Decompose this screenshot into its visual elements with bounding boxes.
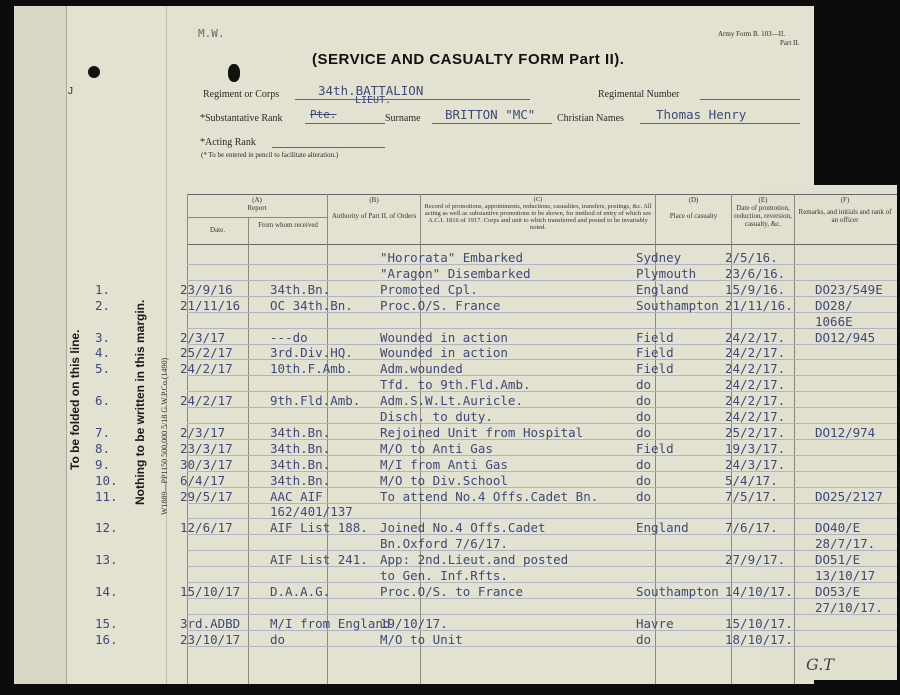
col-d-header: (D) Place of casualty bbox=[669, 196, 718, 220]
fold-note: To be folded on this line. bbox=[68, 329, 82, 470]
entry-date: 24/2/17 bbox=[180, 361, 233, 376]
entry-place: Southampton bbox=[636, 584, 719, 599]
entry-date: 2/3/17 bbox=[180, 425, 226, 440]
entry-place: England bbox=[636, 282, 689, 297]
entry-date: 29/5/17 bbox=[180, 489, 233, 504]
ruled-line bbox=[187, 582, 897, 583]
entry-number: 4. bbox=[95, 345, 111, 360]
entry-record: App: 2nd.Lieut.and posted bbox=[380, 552, 569, 567]
acting-rank-note: (* To be entered in pencil to facilitate alteration.) bbox=[201, 151, 339, 159]
entry-number: 6. bbox=[95, 393, 111, 408]
entry-number: 14. bbox=[95, 584, 118, 599]
entry-place: do bbox=[636, 409, 652, 424]
entry-effective-date: 18/10/17. bbox=[725, 632, 793, 647]
entry-record: M/O to Div.School bbox=[380, 473, 508, 488]
entry-record: Proc.O/S. to France bbox=[380, 584, 523, 599]
entry-record: to Gen. Inf.Rfts. bbox=[380, 568, 508, 583]
entry-effective-date: 2/5/16. bbox=[725, 250, 778, 265]
entry-place: England bbox=[636, 520, 689, 535]
entry-date: 23/3/17 bbox=[180, 441, 233, 456]
col-e-header: (E) Date of promotion, reduction, reversion, casualty, &c. bbox=[734, 196, 792, 228]
entry-number: 13. bbox=[95, 552, 118, 567]
entry-place: Southampton bbox=[636, 298, 719, 313]
entry-place: do bbox=[636, 425, 652, 440]
entry-effective-date: 24/2/17. bbox=[725, 361, 786, 376]
entry-effective-date: 24/2/17. bbox=[725, 345, 786, 360]
entry-place: Field bbox=[636, 441, 674, 456]
rank-value-correction: LIEUT. bbox=[355, 95, 392, 106]
entry-effective-date: 7/5/17. bbox=[725, 489, 778, 504]
entry-effective-date: 15/10/17. bbox=[725, 616, 793, 631]
col-b-header: (B) Authority of Part II. of Orders bbox=[331, 196, 417, 220]
entry-place: Field bbox=[636, 330, 674, 345]
entry-place: do bbox=[636, 632, 652, 647]
corner-code: M.W. bbox=[198, 27, 225, 40]
entry-record: Wounded in action bbox=[380, 330, 508, 345]
entry-number: 12. bbox=[95, 520, 118, 535]
entry-number: 9. bbox=[95, 457, 111, 472]
col-a-date-header: Date. bbox=[210, 226, 225, 234]
ink-blot bbox=[88, 66, 100, 78]
entry-remarks: 28/7/17. bbox=[815, 536, 876, 551]
entry-number: 1. bbox=[95, 282, 111, 297]
entry-from: ---do bbox=[270, 330, 308, 345]
pencil-mark: J bbox=[68, 86, 73, 97]
entry-date: 2/3/17 bbox=[180, 330, 226, 345]
form-title: (SERVICE AND CASUALTY FORM Part II). bbox=[312, 51, 625, 68]
entry-effective-date: 21/11/16. bbox=[725, 298, 793, 313]
entry-date: 15/10/17 bbox=[180, 584, 241, 599]
entry-place: do bbox=[636, 393, 652, 408]
entry-record: Joined No.4 Offs.Cadet bbox=[380, 520, 546, 535]
regiment-label: Regiment or Corps bbox=[203, 89, 280, 100]
printer-note: W1889—PP1150 500,000 5/18 G.W.P.Co.(1490) bbox=[160, 357, 169, 515]
entry-effective-date: 5/4/17. bbox=[725, 473, 778, 488]
col-c-header: (C) Record of promotions, appointments, reductions, casualties, transfers, postings, &c. All acting as well as substantive promotions to be shown, for method of entry of which see A.C.I. 1816 of 1917. Corps and unit to which transferred and posted to be invariably noted. bbox=[424, 196, 652, 231]
entry-remarks: DO53/E bbox=[815, 584, 861, 599]
ruled-line bbox=[187, 328, 897, 329]
entry-remarks: 13/10/17 bbox=[815, 568, 876, 583]
ruled-line bbox=[187, 423, 897, 424]
entry-date: 23/9/16 bbox=[180, 282, 233, 297]
entry-place: Field bbox=[636, 345, 674, 360]
entry-effective-date: 24/2/17. bbox=[725, 409, 786, 424]
entry-date: 6/4/17 bbox=[180, 473, 226, 488]
entry-remarks: DO51/E bbox=[815, 552, 861, 567]
entry-remarks: DO12/974 bbox=[815, 425, 876, 440]
entry-number: 7. bbox=[95, 425, 111, 440]
entry-number: 2. bbox=[95, 298, 111, 313]
entry-place: Plymouth bbox=[636, 266, 697, 281]
entry-from: D.A.A.G. bbox=[270, 584, 331, 599]
entry-from: AIF List 241. bbox=[270, 552, 368, 567]
rank-label: *Substantative Rank bbox=[200, 113, 283, 124]
entry-effective-date: 24/3/17. bbox=[725, 457, 786, 472]
entry-from: 34th.Bn. bbox=[270, 425, 331, 440]
entry-place: do bbox=[636, 473, 652, 488]
entry-effective-date: 7/6/17. bbox=[725, 520, 778, 535]
entry-effective-date: 24/2/17. bbox=[725, 393, 786, 408]
entry-record: Bn.Oxford 7/6/17. bbox=[380, 536, 508, 551]
surname-label: Surname bbox=[385, 113, 421, 124]
margin-note: Nothing to be written in this margin. bbox=[133, 299, 147, 505]
officer-initials: G.T bbox=[806, 655, 834, 674]
entry-number: 10. bbox=[95, 473, 118, 488]
entry-from: 162/401/137 bbox=[270, 504, 353, 519]
col-f-header: (F) Remarks, and initials and rank of an officer bbox=[798, 196, 892, 224]
entry-place: Havre bbox=[636, 616, 674, 631]
army-form-part: Part II. bbox=[780, 39, 800, 47]
ruled-line bbox=[187, 550, 897, 551]
entry-number: 3. bbox=[95, 330, 111, 345]
entry-from: AIF List 188. bbox=[270, 520, 368, 535]
entry-date: 30/3/17 bbox=[180, 457, 233, 472]
entry-record: Tfd. to 9th.Fld.Amb. bbox=[380, 377, 531, 392]
entry-record: 19/10/17. bbox=[380, 616, 448, 631]
entry-effective-date: 23/6/16. bbox=[725, 266, 786, 281]
col-a-from-header: From whom received bbox=[258, 221, 318, 229]
entry-from: M/I from England bbox=[270, 616, 391, 631]
ruled-line bbox=[187, 614, 897, 615]
entry-from: 34th.Bn. bbox=[270, 457, 331, 472]
entry-number: 8. bbox=[95, 441, 111, 456]
entry-remarks: 27/10/17. bbox=[815, 600, 883, 615]
entry-record: M/O to Anti Gas bbox=[380, 441, 493, 456]
entry-place: do bbox=[636, 457, 652, 472]
entry-number: 5. bbox=[95, 361, 111, 376]
entry-remarks: DO28/ bbox=[815, 298, 853, 313]
entry-remarks: DO12/945 bbox=[815, 330, 876, 345]
entry-from: AAC AIF bbox=[270, 489, 323, 504]
entry-remarks: DO40/E bbox=[815, 520, 861, 535]
entry-from: 34th.Bn. bbox=[270, 282, 331, 297]
rank-value-struck: Pte. bbox=[310, 108, 337, 121]
entry-from: do bbox=[270, 632, 286, 647]
entry-date: 24/2/17 bbox=[180, 393, 233, 408]
entry-number: 15. bbox=[95, 616, 118, 631]
entry-record: Wounded in action bbox=[380, 345, 508, 360]
col-a-header: (A) Report bbox=[247, 196, 267, 212]
entry-date: 23/10/17 bbox=[180, 632, 241, 647]
entry-effective-date: 25/2/17. bbox=[725, 425, 786, 440]
entry-from: OC 34th.Bn. bbox=[270, 298, 353, 313]
entry-place: do bbox=[636, 489, 652, 504]
regimental-number-label: Regimental Number bbox=[598, 89, 680, 100]
fold-strip bbox=[14, 6, 67, 684]
entry-from: 34th.Bn. bbox=[270, 441, 331, 456]
entry-effective-date: 24/2/17. bbox=[725, 330, 786, 345]
entry-record: Adm.wounded bbox=[380, 361, 463, 376]
entry-record: Promoted Cpl. bbox=[380, 282, 478, 297]
entry-place: do bbox=[636, 377, 652, 392]
entry-record: M/O to Unit bbox=[380, 632, 463, 647]
ruled-line bbox=[187, 264, 897, 265]
entry-record: "Aragon" Disembarked bbox=[380, 266, 531, 281]
entry-effective-date: 24/2/17. bbox=[725, 377, 786, 392]
entry-from: 3rd.Div.HQ. bbox=[270, 345, 353, 360]
entry-from: 9th.Fld.Amb. bbox=[270, 393, 361, 408]
ink-blot bbox=[228, 64, 240, 82]
entry-from: 34th.Bn. bbox=[270, 473, 331, 488]
entry-place: Field bbox=[636, 361, 674, 376]
entry-record: Disch. to duty. bbox=[380, 409, 493, 424]
acting-rank-label: *Acting Rank bbox=[200, 137, 256, 148]
entry-record: "Hororata" Embarked bbox=[380, 250, 523, 265]
entry-number: 16. bbox=[95, 632, 118, 647]
entry-date: 12/6/17 bbox=[180, 520, 233, 535]
entry-date: 25/2/17 bbox=[180, 345, 233, 360]
entry-record: Proc.O/S. France bbox=[380, 298, 501, 313]
entry-record: To attend No.4 Offs.Cadet Bn. bbox=[380, 489, 599, 504]
entry-remarks: DO25/2127 bbox=[815, 489, 883, 504]
entry-date: 3rd.ADBD bbox=[180, 616, 241, 631]
ruled-line bbox=[187, 280, 897, 281]
entry-record: M/I from Anti Gas bbox=[380, 457, 508, 472]
surname-value: BRITTON "MC" bbox=[445, 107, 536, 122]
entry-record: Adm.S.W.Lt.Auricle. bbox=[380, 393, 523, 408]
entry-place: Sydney bbox=[636, 250, 682, 265]
entry-effective-date: 14/10/17. bbox=[725, 584, 793, 599]
christian-names-value: Thomas Henry bbox=[656, 107, 747, 122]
entry-remarks: DO23/549E bbox=[815, 282, 883, 297]
entry-effective-date: 15/9/16. bbox=[725, 282, 786, 297]
entry-from: 10th.F.Amb. bbox=[270, 361, 353, 376]
regiment-value: 34th.BATTALION bbox=[318, 83, 424, 98]
christian-names-label: Christian Names bbox=[557, 113, 624, 124]
entry-number: 11. bbox=[95, 489, 118, 504]
army-form-number: Army Form B. 103—II. bbox=[718, 30, 786, 38]
entry-effective-date: 27/9/17. bbox=[725, 552, 786, 567]
entry-record: Rejoined Unit from Hospital bbox=[380, 425, 584, 440]
entry-date: 21/11/16 bbox=[180, 298, 241, 313]
entry-remarks: 1066E bbox=[815, 314, 853, 329]
entry-effective-date: 19/3/17. bbox=[725, 441, 786, 456]
ruled-line bbox=[187, 391, 897, 392]
